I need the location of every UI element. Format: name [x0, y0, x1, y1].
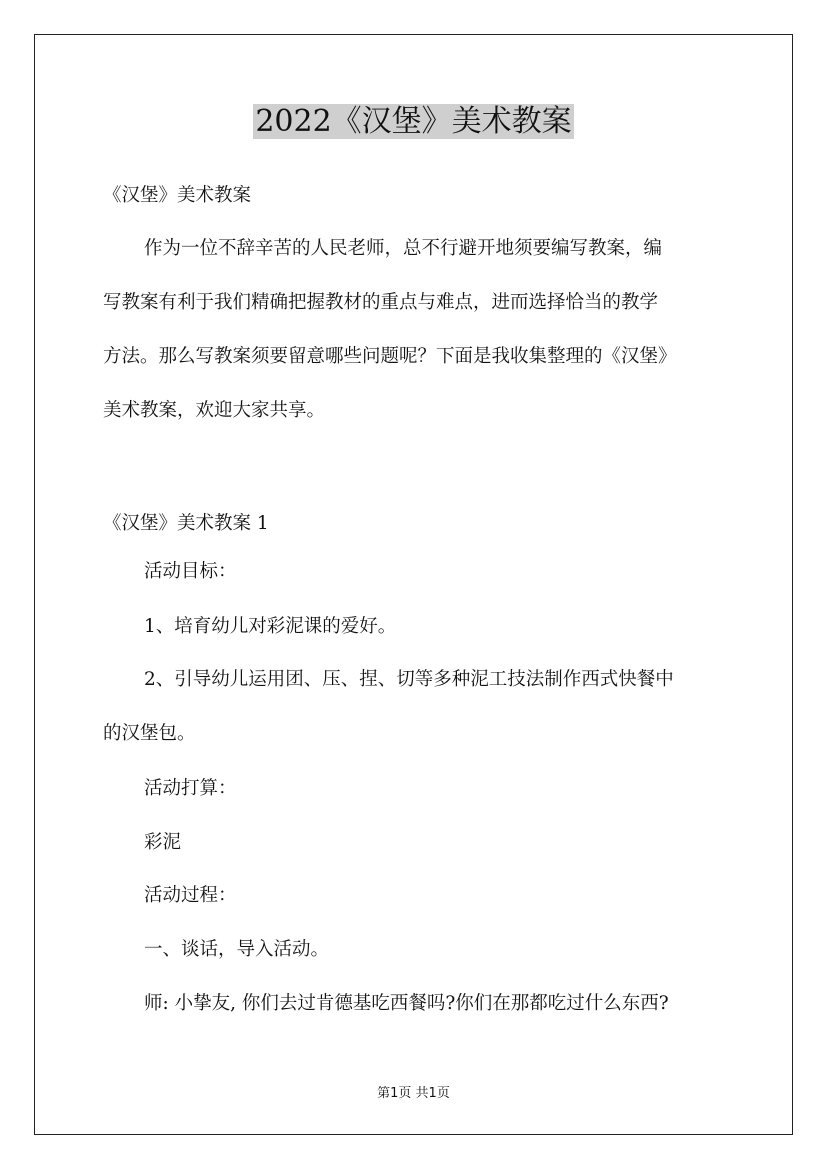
intro-line-1: 作为一位不辞辛苦的人民老师，总不行避开地须要编写教案，编: [144, 238, 663, 259]
section-line-1: 活动目标：: [144, 561, 237, 582]
document-title: [0, 100, 827, 144]
section-line-8: 一、谈话，导入活动。: [144, 939, 330, 960]
section-line-6: 彩泥: [144, 832, 182, 853]
section-line-7: 活动过程：: [144, 885, 237, 906]
section-title: 《汉堡》美术教案 1: [103, 513, 269, 534]
section-line-5: 活动打算：: [144, 778, 237, 799]
section-line-4: 的汉堡包。: [103, 723, 196, 744]
section-line-2: 1、培育幼儿对彩泥课的爱好。: [144, 616, 397, 637]
section-line-3: 2、引导幼儿运用团、压、捏、切等多种泥工技法制作西式快餐中: [144, 669, 674, 690]
intro-line-4: 美术教案，欢迎大家共享。: [103, 400, 326, 421]
document-title-text: 2022《汉堡》美术教案: [255, 104, 572, 139]
document-subtitle: 《汉堡》美术教案: [103, 185, 252, 206]
intro-line-3: 方法。那么写教案须要留意哪些问题呢？下面是我收集整理的《汉堡》: [103, 346, 677, 367]
intro-line-2: 写教案有利于我们精确把握教材的重点与难点，进而选择恰当的教学: [103, 292, 659, 313]
section-line-9: 师: 小挚友, 你们去过肯德基吃西餐吗?你们在那都吃过什么东西?: [144, 993, 669, 1014]
page-footer: 第1页 共1页: [377, 1086, 450, 1101]
